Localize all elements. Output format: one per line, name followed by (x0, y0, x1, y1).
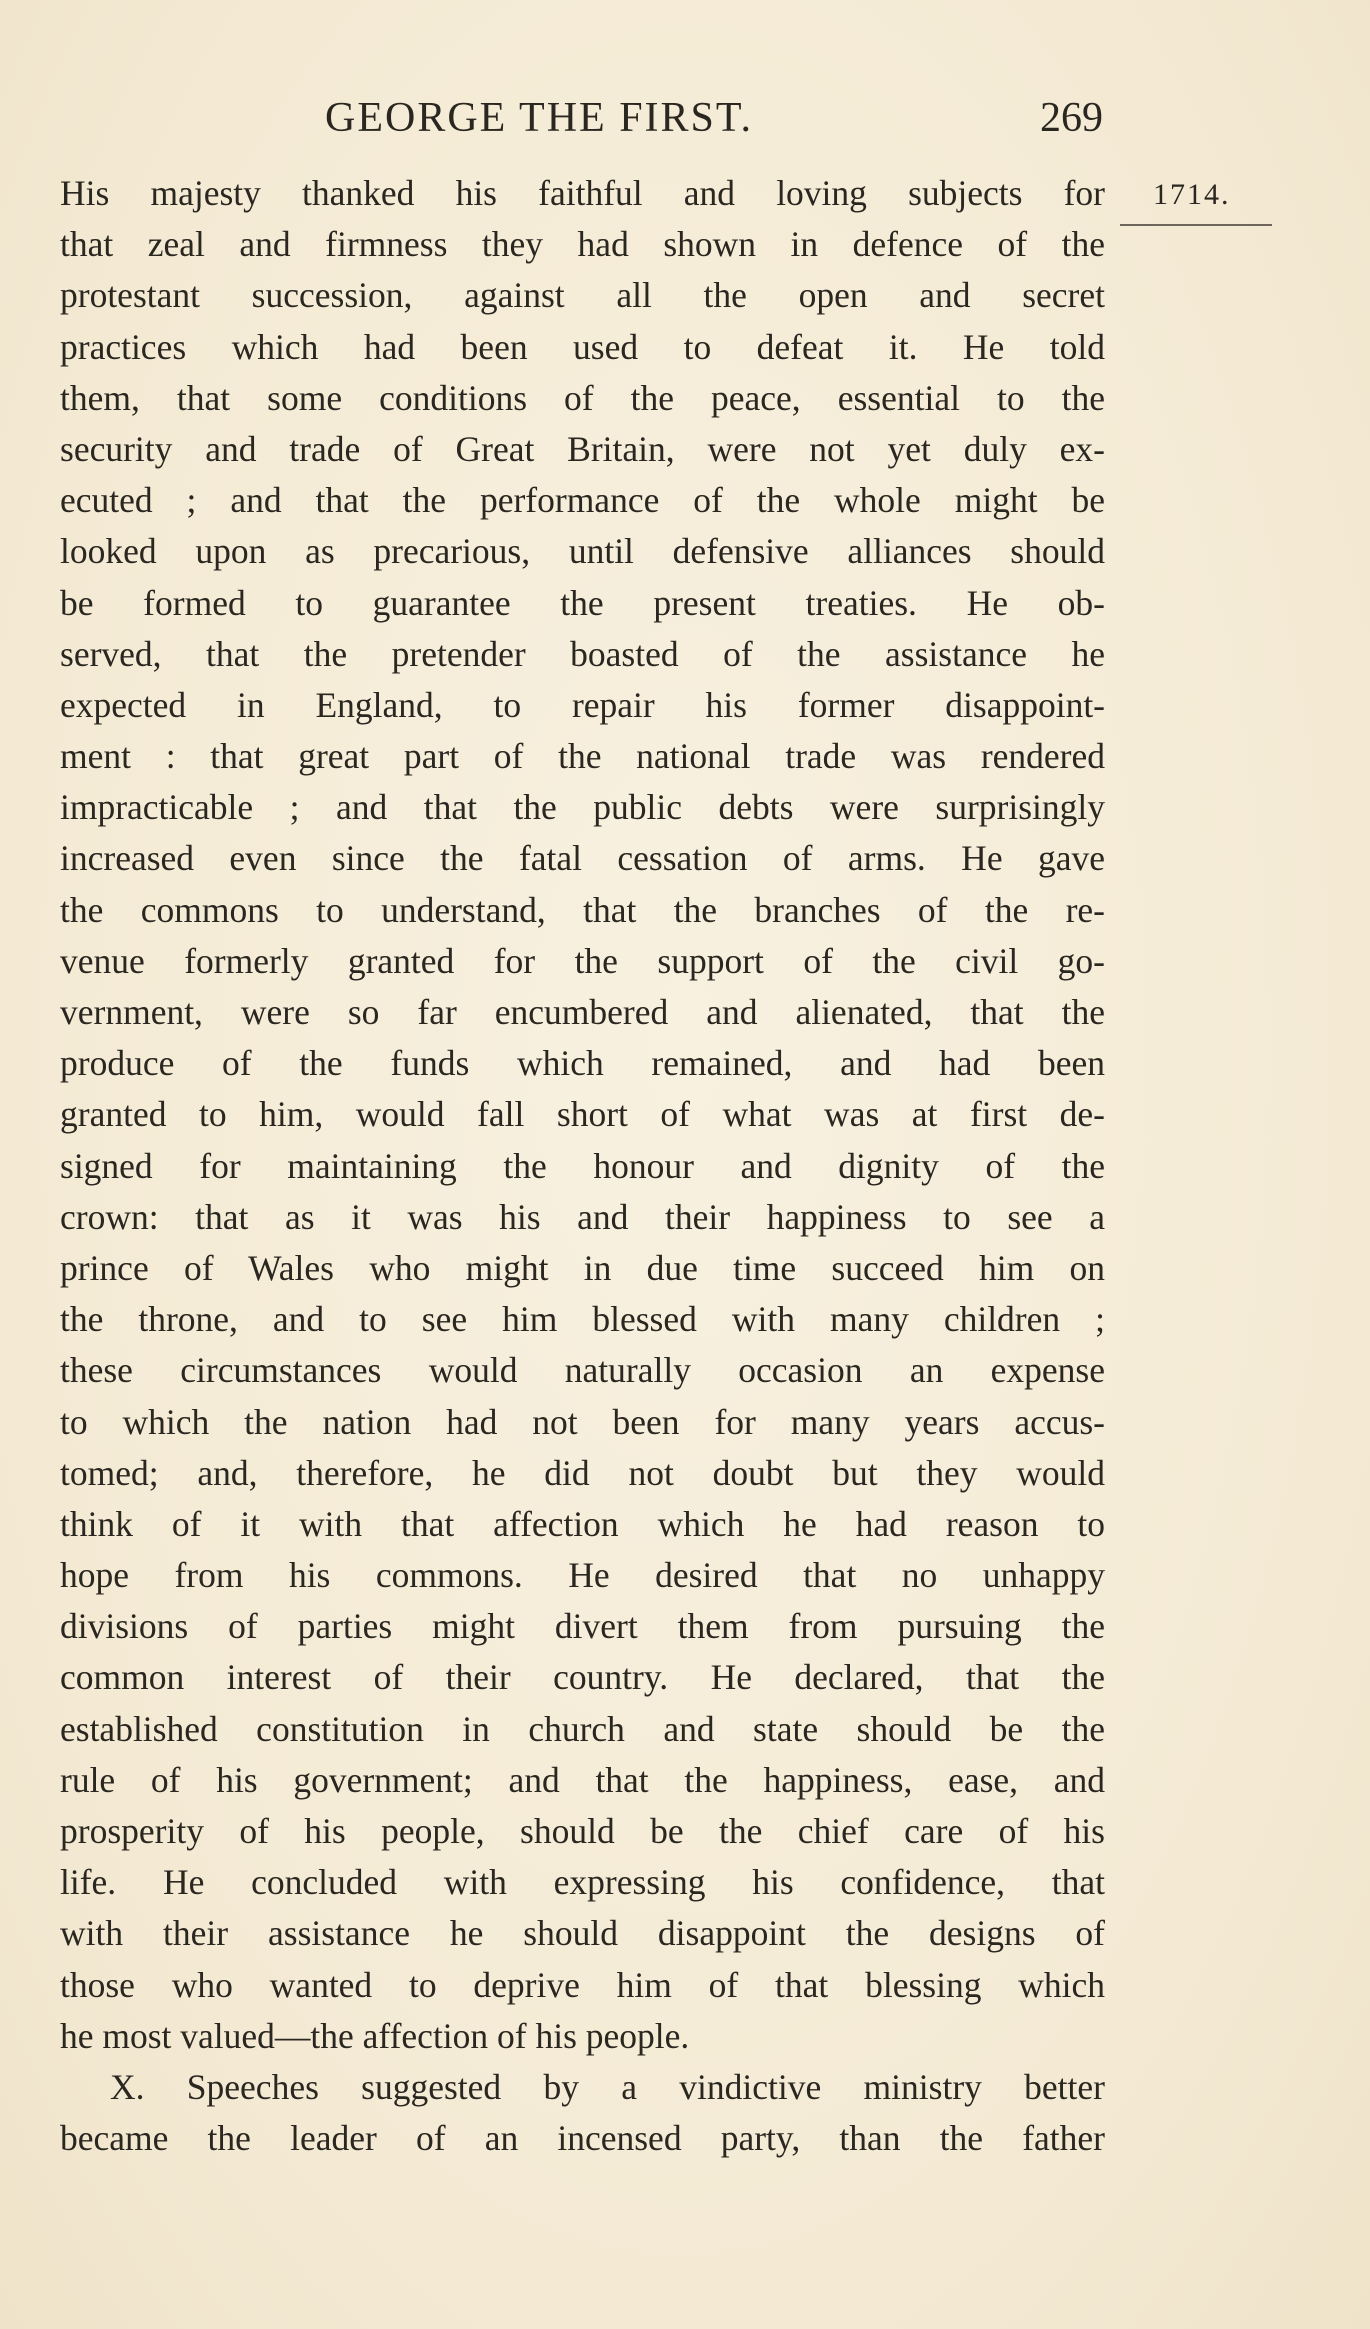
text-line: crown: that as it was his and their happiness to see a (60, 1196, 1105, 1237)
text-line: looked upon as precarious, until defensive alliances should (60, 531, 1105, 572)
text-line: prosperity of his people, should be the chief care of his (60, 1811, 1105, 1851)
text-line: venue formerly granted for the support of the civil go- (60, 940, 1105, 981)
text-line: those who wanted to deprive him of that blessing which (60, 1964, 1105, 2005)
text-line: life. He concluded with expressing his confidence, that (60, 1862, 1105, 1903)
text-line: X. Speeches suggested by a vindictive ministry better (110, 2066, 1105, 2107)
text-line: think of it with that affection which he had reason to (60, 1503, 1105, 1544)
text-line: with their assistance he should disappoint the designs of (60, 1913, 1105, 1954)
running-title: GEORGE THE FIRST. (325, 95, 753, 141)
text-line: increased even since the fatal cessation of arms. He gave (60, 838, 1105, 879)
text-line: the throne, and to see him blessed with many children ; (60, 1299, 1105, 1340)
text-line: produce of the funds which remained, and had been (60, 1043, 1105, 1084)
text-line: prince of Wales who might in due time succeed him on (60, 1247, 1105, 1288)
text-line: these circumstances would naturally occasion an expense (60, 1350, 1105, 1391)
body-text (60, 168, 1105, 2164)
text-line: became the leader of an incensed party, than the father (60, 2118, 1105, 2159)
page-number: 269 (1040, 95, 1103, 141)
text-line: security and trade of Great Britain, were not yet duly ex- (60, 428, 1105, 469)
text-line: the commons to understand, that the branches of the re- (60, 889, 1105, 930)
text-line: protestant succession, against all the open and secret (60, 275, 1105, 316)
text-line: tomed; and, therefore, he did not doubt but they would (60, 1452, 1105, 1493)
text-line: served, that the pretender boasted of the assistance he (60, 633, 1105, 674)
running-head (0, 88, 1370, 148)
text-line: ment : that great part of the national trade was rendered (60, 736, 1105, 777)
text-line: he most valued—the affection of his people. (60, 2015, 690, 2056)
text-line: them, that some conditions of the peace, essential to the (60, 377, 1105, 418)
text-line: vernment, were so far encumbered and alienated, that the (60, 992, 1105, 1032)
text-line: ecuted ; and that the performance of the whole might be (60, 480, 1105, 521)
text-line: impracticable ; and that the public debts were surprisingly (60, 787, 1105, 828)
text-line: granted to him, would fall short of what was at first de- (60, 1094, 1105, 1135)
text-line: to which the nation had not been for many years accus- (60, 1401, 1105, 1442)
text-line: divisions of parties might divert them from pursuing the (60, 1606, 1105, 1647)
text-line: signed for maintaining the honour and dignity of the (60, 1145, 1105, 1186)
text-line: hope from his commons. He desired that no unhappy (60, 1555, 1105, 1596)
text-line: that zeal and firmness they had shown in defence of the (60, 224, 1105, 265)
margin-year-note: 1714. (1153, 178, 1231, 211)
text-line: be formed to guarantee the present treaties. He ob- (60, 582, 1105, 623)
text-line: established constitution in church and state should be the (60, 1708, 1105, 1749)
text-line: expected in England, to repair his former disappoint- (60, 684, 1105, 725)
paragraph (60, 168, 1105, 2062)
text-line: His majesty thanked his faithful and loving subjects for (60, 173, 1105, 213)
paragraph (60, 2062, 1105, 2164)
text-line: rule of his government; and that the happiness, ease, and (60, 1759, 1105, 1800)
text-line: practices which had been used to defeat it. He told (60, 326, 1105, 367)
margin-rule (1120, 224, 1272, 226)
text-line: common interest of their country. He declared, that the (60, 1657, 1105, 1698)
